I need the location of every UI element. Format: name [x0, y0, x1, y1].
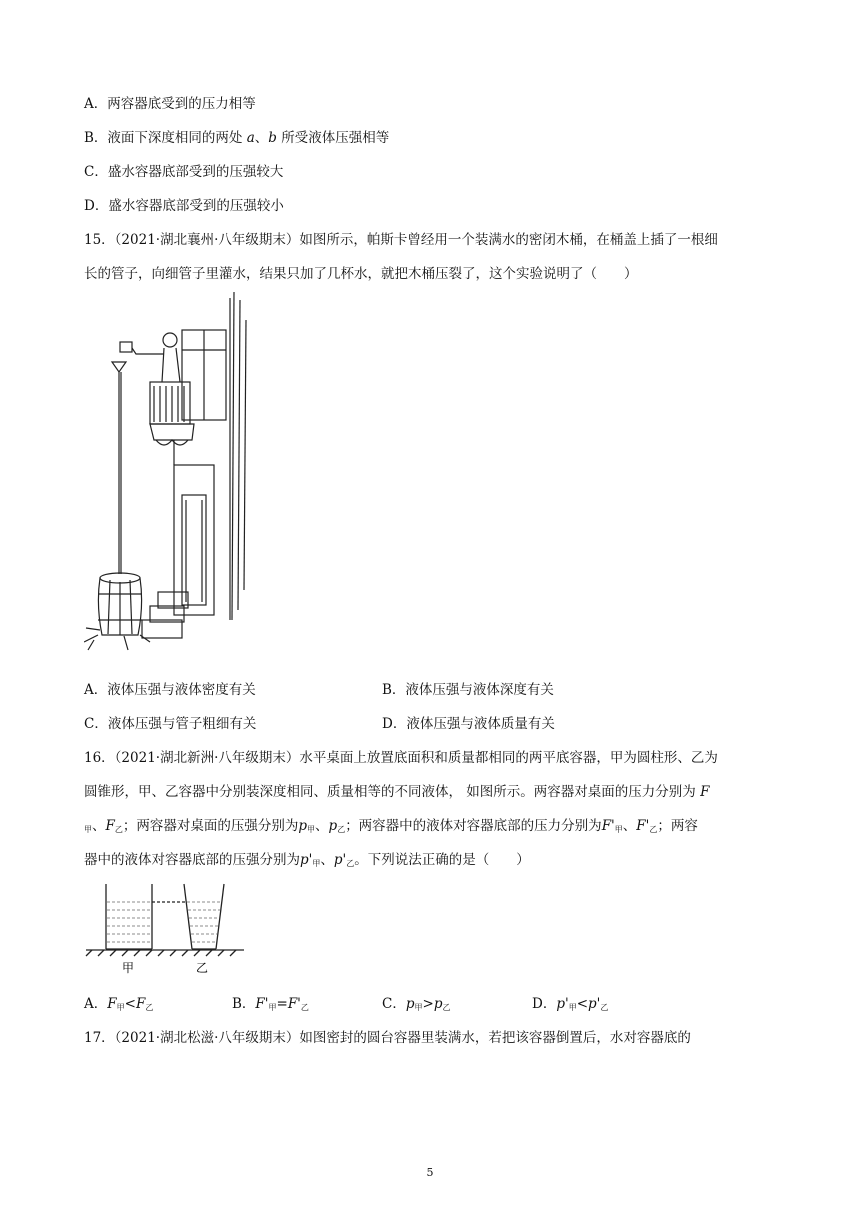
q16-sep3: 、 [622, 818, 637, 834]
q16-opt-d-sub2: 乙 [600, 1003, 609, 1012]
q16-opt-d-var2: p' [588, 996, 601, 1012]
q16-option-b [232, 992, 309, 1013]
q15-option-d: D．液体压强与液体质量有关 [382, 716, 555, 732]
q16-sep4: 、 [320, 852, 334, 868]
containers-diagram [84, 856, 248, 976]
q16-opt-a-label: A． [84, 996, 108, 1012]
q16-opt-a-sub2: 乙 [145, 1003, 154, 1012]
q16-sub-jia: 甲 [84, 825, 92, 834]
q14-option-b-text: B．液面下深度相同的两处 [84, 130, 247, 146]
label-yi: 乙 [196, 961, 209, 975]
label-jia: 甲 [122, 961, 135, 975]
q17-stem-line1: 17．（2021·湖北松滋·八年级期末）如图密封的圆台容器里装满水，若把该容器倒置后，水对容器底的 [84, 1030, 691, 1046]
q16-opt-d-var1: p' [556, 996, 569, 1012]
q16-opt-d-sub1: 甲 [568, 1003, 577, 1012]
q16-var-p: p [298, 818, 308, 834]
q16-text-d: 器中的液体对容器底部的压强分别为 [84, 852, 300, 868]
q14-sep: 、 [254, 130, 269, 146]
q16-option-a [84, 992, 153, 1013]
q14-var-a: a [246, 130, 255, 146]
q15-option-b: B．液体压强与液体深度有关 [382, 682, 554, 698]
q16-sub-yi4: 乙 [346, 859, 355, 868]
q16-var-p2: p [328, 818, 338, 834]
q16-sep: 、 [92, 818, 106, 834]
q16-opt-b-var2: F' [287, 996, 301, 1012]
q16-opt-a-var2: F [135, 996, 146, 1012]
q16-opt-d-op: < [576, 996, 588, 1012]
q16-stem-line2 [84, 780, 709, 800]
q16-opt-b-op: = [276, 996, 288, 1012]
q16-opt-c-sub1: 甲 [414, 1003, 423, 1012]
q16-opt-c-var1: p [405, 996, 415, 1012]
q16-sub-jia4: 甲 [312, 859, 321, 868]
q14-option-c: C．盛水容器底部受到的压强较大 [84, 164, 284, 180]
q16-text-c: ；两容 [657, 818, 698, 834]
q16-text-b: ；两容器中的液体对容器底部的压力分别为 [345, 818, 602, 834]
pascal-barrel-illustration [84, 290, 254, 662]
q16-opt-a-var1: F [107, 996, 117, 1012]
q16-opt-a-sub1: 甲 [116, 1003, 125, 1012]
q16-var-pp2: p' [333, 852, 347, 868]
q16-stem-line2-text: 圆锥形，甲、乙容器中分别装深度相同、质量相等的不同液体， 如图所示。两容器对桌面的压力分别为 [84, 784, 696, 800]
q16-opt-c-label: C． [382, 996, 406, 1012]
q16-sub-jia3: 甲 [614, 825, 623, 834]
q16-option-c [382, 992, 450, 1013]
q14-option-b-tail: 所受液体压强相等 [276, 130, 390, 146]
q16-stem-line1: 16．（2021·湖北新洲·八年级期末）水平桌面上放置底面积和质量都相同的两平底容器，甲为圆柱形、乙为 [84, 750, 718, 766]
q16-opt-b-var1: F' [255, 996, 269, 1012]
q15-stem-line2: 长的管子，向细管子里灌水，结果只加了几杯水，就把木桶压裂了，这个实验说明了（ ） [84, 266, 638, 282]
q16-option-d [532, 992, 608, 1013]
q16-var-Fp2: F' [636, 818, 650, 834]
q16-opt-b-sub2: 乙 [300, 1003, 309, 1012]
q16-opt-d-label: D． [532, 996, 557, 1012]
q16-var-F: F [700, 784, 710, 800]
q16-text-a: ；两容器对桌面的压强分别为 [122, 818, 299, 834]
q16-opt-a-op: < [124, 996, 136, 1012]
q15-option-a: A．液体压强与液体密度有关 [84, 682, 256, 698]
q14-option-d: D．盛水容器底部受到的压强较小 [84, 198, 284, 214]
q16-var-Fp: F' [601, 818, 615, 834]
q14-option-b [84, 126, 389, 146]
q16-opt-b-label: B． [232, 996, 256, 1012]
q16-opt-c-sub2: 乙 [442, 1003, 451, 1012]
q16-text-e: 。下列说法正确的是（ ） [354, 852, 530, 868]
page-number: 5 [426, 1166, 434, 1179]
q16-stem-line3 [84, 814, 698, 835]
q16-sub-yi: 乙 [114, 825, 123, 834]
q16-var-pp: p' [300, 852, 313, 868]
q14-var-b: b [268, 130, 277, 146]
q14-option-a: A．两容器底受到的压力相等 [84, 96, 256, 112]
q16-opt-c-op: > [422, 996, 434, 1012]
q16-sub-yi3: 乙 [649, 825, 658, 834]
q16-var-F-yi: F [105, 818, 115, 834]
q15-option-c: C．液体压强与管子粗细有关 [84, 716, 257, 732]
q15-stem-line1: 15．（2021·湖北襄州·八年级期末）如图所示，帕斯卡曾经用一个装满水的密闭木桶，在桶盖上插了一根细 [84, 232, 718, 248]
q16-sub-yi2: 乙 [337, 825, 346, 834]
q16-sep2: 、 [315, 818, 329, 834]
q16-opt-c-var2: p [433, 996, 443, 1012]
q16-sub-jia2: 甲 [307, 825, 316, 834]
q16-opt-b-sub1: 甲 [268, 1003, 277, 1012]
